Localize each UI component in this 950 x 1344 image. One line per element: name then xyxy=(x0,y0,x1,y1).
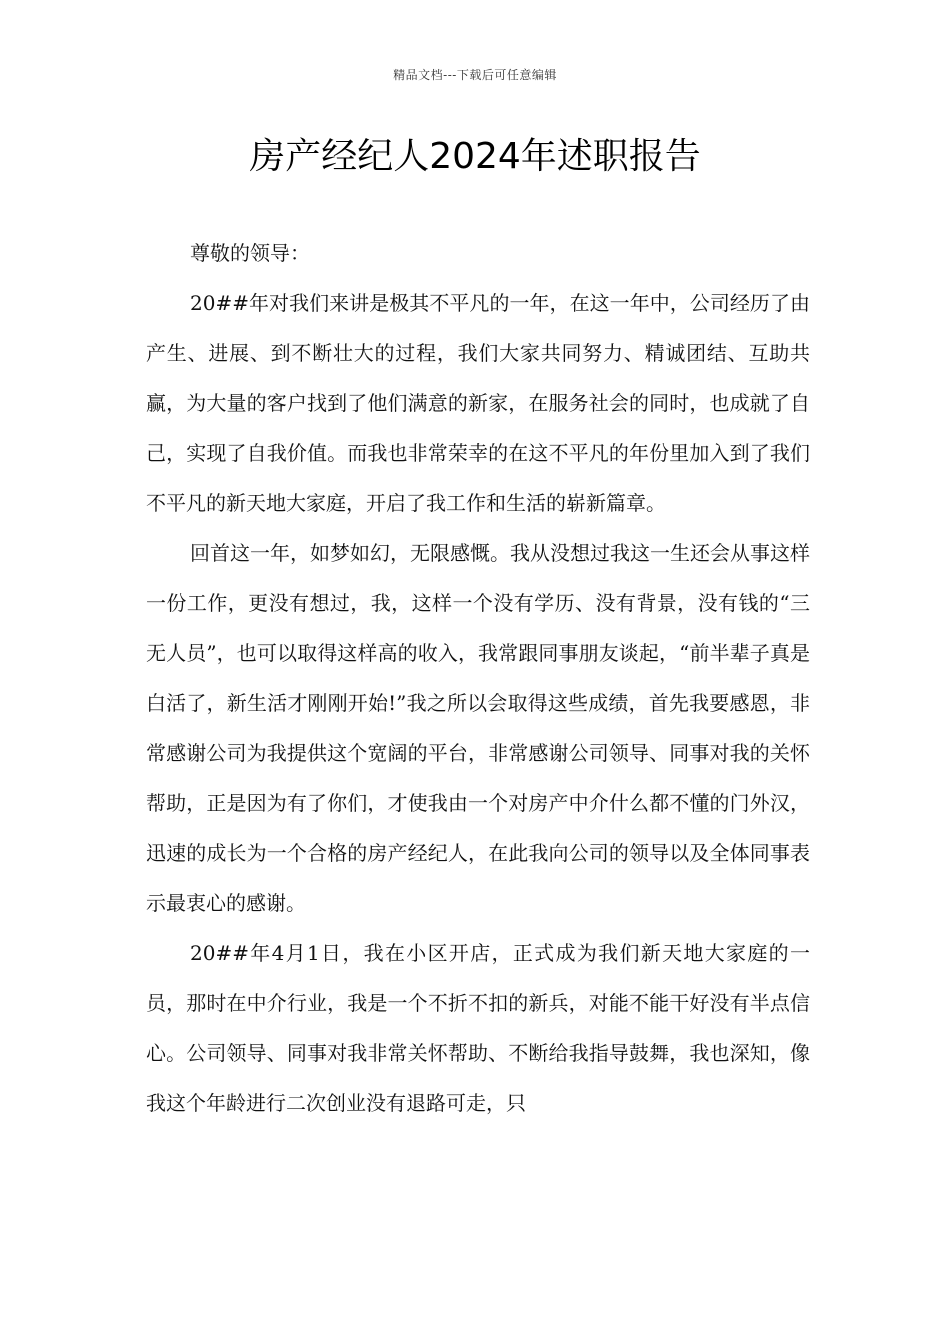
paragraph-2: 回首这一年，如梦如幻，无限感慨。我从没想过我这一生还会从事这样一份工作，更没有想过，我，这样一个没有学历、没有背景，没有钱的“三无人员”，也可以取得这样高的收入，我常跟同事朋友谈起，“前半辈子真是白活了，新生活才刚刚开始!”我之所以会取得这些成绩，首先我要感恩，非常感谢公司为我提供这个宽阔的平台，非常感谢公司领导、同事对我的关怀帮助，正是因为有了你们，才使我由一个对房产中介什么都不懂的门外汉，迅速的成长为一个合格的房产经纪人，在此我向公司的领导以及全体同事表示最衷心的感谢。 xyxy=(146,541,810,915)
salutation: 尊敬的领导： xyxy=(190,241,310,265)
document-body xyxy=(146,228,810,1128)
paragraph-1: 20##年对我们来讲是极其不平凡的一年，在这一年中，公司经历了由产生、进展、到不断壮大的过程，我们大家共同努力、精诚团结、互助共赢，为大量的客户找到了他们满意的新家，在服务社会的同时，也成就了自己，实现了自我价值。而我也非常荣幸的在这不平凡的年份里加入到了我们不平凡的新天地大家庭，开启了我工作和生活的崭新篇章。 xyxy=(146,291,810,515)
document-title: 房产经纪人2024年述职报告 xyxy=(249,136,701,177)
paragraph-3: 20##年4月1日，我在小区开店，正式成为我们新天地大家庭的一员，那时在中介行业，我是一个不折不扣的新兵，对能不能干好没有半点信心。公司领导、同事对我非常关怀帮助、不断给我指导鼓舞，我也深知，像我这个年龄进行二次创业没有退路可走，只 xyxy=(146,941,810,1115)
header-note: 精品文档---下载后可任意编辑 xyxy=(393,68,557,82)
